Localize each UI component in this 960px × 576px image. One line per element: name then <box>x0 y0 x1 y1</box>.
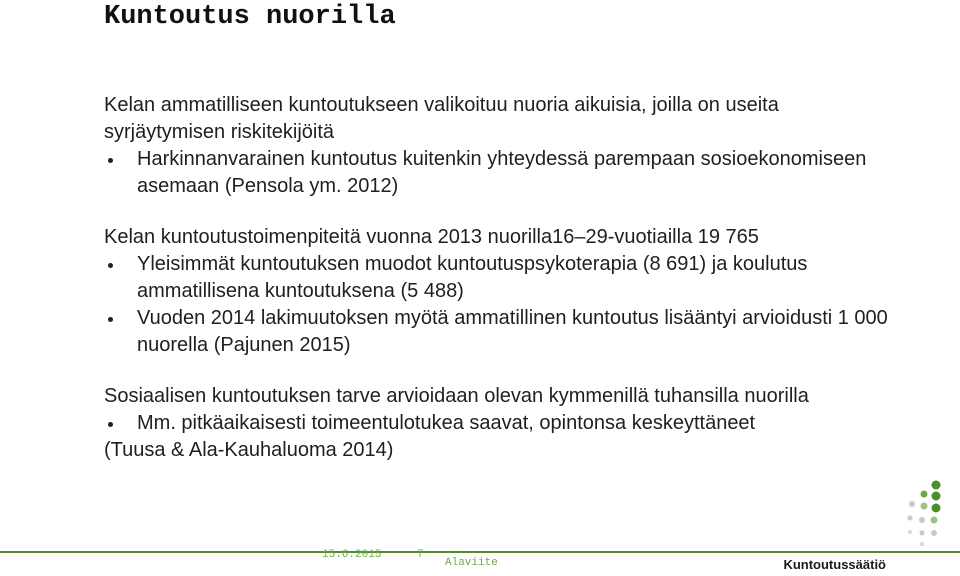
bullet-item: Mm. pitkäaikaisesti toimeentulotukea saavat, opintonsa keskeyttäneet <box>104 410 904 437</box>
slide-body <box>104 92 904 464</box>
bullet-list <box>104 251 904 359</box>
footer-date: 15.6.2015 <box>322 549 382 561</box>
bullet-item: Vuoden 2014 lakimuutoksen myötä ammatillinen kuntoutus lisääntyi arvioidusti 1 000 nuorella (Pajunen 2015) <box>104 305 904 359</box>
bullet-list <box>104 146 904 200</box>
section-valikoituminen <box>104 92 904 200</box>
section-toimenpiteet <box>104 224 904 359</box>
slide-title: Kuntoutus nuorilla <box>104 2 396 32</box>
section-lead: Kelan kuntoutustoimenpiteitä vuonna 2013 nuorilla16–29-vuotiailla 19 765 <box>104 226 759 248</box>
bullet-list <box>104 410 904 437</box>
section-sosiaalinen-kuntoutus <box>104 383 904 464</box>
footer-label: Alaviite <box>445 557 498 569</box>
footer-brand: Kuntoutussäätiö <box>783 557 886 572</box>
section-lead: Sosiaalisen kuntoutuksen tarve arvioidaan olevan kymmenillä tuhansilla nuorilla <box>104 385 809 407</box>
bullet-item: Yleisimmät kuntoutuksen muodot kuntoutuspsykoterapia (8 691) ja koulutus ammatillisena kuntoutuksena (5 488) <box>104 251 904 305</box>
section-lead: Kelan ammatilliseen kuntoutukseen valikoituu nuoria aikuisia, joilla on useita syrjäytymisen riskitekijöitä <box>104 94 779 143</box>
section-reference: (Tuusa & Ala-Kauhaluoma 2014) <box>104 439 394 461</box>
footer-page-number: 7 <box>417 549 424 561</box>
bullet-item: Harkinnanvarainen kuntoutus kuitenkin yhteydessä parempaan sosioekonomiseen asemaan (Pensola ym. 2012) <box>104 146 904 200</box>
brand-logo-dots-icon <box>900 480 948 550</box>
